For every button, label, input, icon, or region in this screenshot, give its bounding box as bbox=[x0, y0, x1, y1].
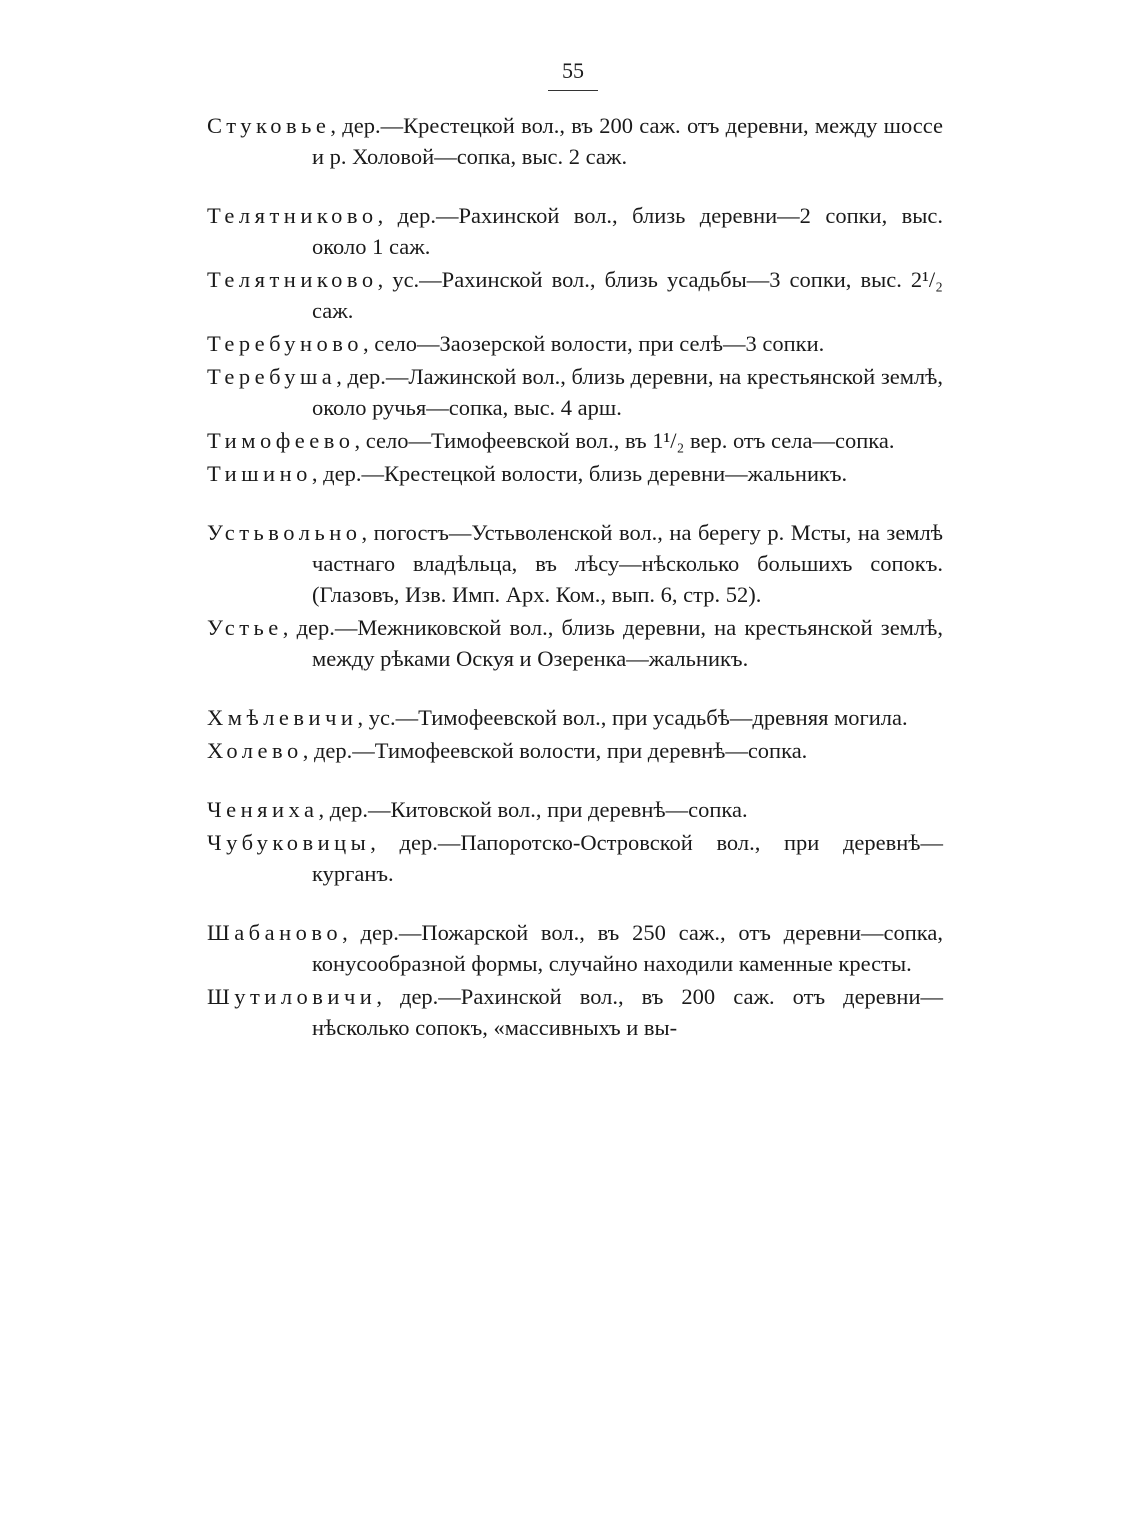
entry-text: , дер.—Межниковской вол., близь деревни, на крестьянской землѣ, между рѣками Оскуя и Озеренка—жальникъ. bbox=[282, 615, 943, 671]
entry-khmelevichi bbox=[207, 702, 943, 733]
entry-timofeevo bbox=[207, 425, 943, 456]
entry-terebusha bbox=[207, 361, 943, 423]
entry-text: , дер.—Крестецкой волости, близь деревни—жальникъ. bbox=[311, 461, 848, 486]
entry-head: Хмѣлевичи bbox=[207, 705, 358, 730]
entry-telyatnikovo-us bbox=[207, 264, 943, 326]
entry-head: Устьвольно bbox=[207, 520, 362, 545]
entry-head: Стуковье bbox=[207, 113, 331, 138]
entry-head: Тимофеево bbox=[207, 428, 355, 453]
entry-ustye bbox=[207, 612, 943, 674]
entry-head: Телятниково bbox=[207, 267, 378, 292]
entry-text: , село—Тимофеевской вол., въ 1¹/₂ вер. отъ села—сопка. bbox=[354, 428, 895, 453]
entry-head: Ченяиха bbox=[207, 797, 319, 822]
entry-text: , дер.—Рахинской вол., близь деревни—2 сопки, выс. около 1 саж. bbox=[312, 203, 943, 259]
entry-head: Теребуново bbox=[207, 331, 363, 356]
entry-text: , ус.—Рахинской вол., близь усадьбы—3 сопки, выс. 2¹/₂ саж. bbox=[312, 267, 943, 323]
entry-text: , дер.—Рахинской вол., въ 200 саж. отъ деревни—нѣсколько сопокъ, «массивныхъ и вы- bbox=[312, 984, 943, 1040]
entry-telyatnikovo-der bbox=[207, 200, 943, 262]
gazetteer-entries bbox=[207, 110, 943, 1043]
entry-text: , село—Заозерской волости, при селѣ—3 сопки. bbox=[362, 331, 825, 356]
entry-head: Устье bbox=[207, 615, 283, 640]
entry-terebunovo bbox=[207, 328, 943, 359]
entry-head: Тишино bbox=[207, 461, 312, 486]
entry-text: , ус.—Тимофеевской вол., при усадьбѣ—древняя могила. bbox=[357, 705, 908, 730]
entry-head: Холево bbox=[207, 738, 303, 763]
entry-text: , дер.—Китовской вол., при деревнѣ—сопка. bbox=[318, 797, 748, 822]
entry-chenyaikha bbox=[207, 794, 943, 825]
entry-text: , погостъ—Устьволенской вол., на берегу р. Мсты, на землѣ частнаго владѣльца, въ лѣсу—нѣсколько большихъ сопокъ. (Глазовъ, Изв. Имп. Арх. Ком., вып. 6, стр. 52). bbox=[312, 520, 943, 607]
entry-stukovye bbox=[207, 110, 943, 172]
entry-chubukovitsy bbox=[207, 827, 943, 889]
entry-head: Шутиловичи bbox=[207, 984, 377, 1009]
entry-ustvolno bbox=[207, 517, 943, 610]
entry-head: Шабаново bbox=[207, 920, 343, 945]
entry-shutilovichi bbox=[207, 981, 943, 1043]
entry-head: Чубуковицы bbox=[207, 830, 371, 855]
entry-text: , дер.—Тимофеевской волости, при деревнѣ—сопка. bbox=[302, 738, 808, 763]
entry-tishino bbox=[207, 458, 943, 489]
entry-text: , дер.—Крестецкой вол., въ 200 саж. отъ деревни, между шоссе и р. Холовой—сопка, выс. 2 саж. bbox=[312, 113, 943, 169]
page-number: 55 bbox=[562, 58, 584, 83]
entry-head: Теребуша bbox=[207, 364, 337, 389]
entry-text: , дер.—Папоротско-Островской вол., при деревнѣ—курганъ. bbox=[312, 830, 943, 886]
entry-text: , дер.—Пожарской вол., въ 250 саж., отъ деревни—сопка, конусообразной формы, случайно находили каменные кресты. bbox=[312, 920, 943, 976]
entry-kholevo bbox=[207, 735, 943, 766]
page-number-rule bbox=[548, 90, 598, 91]
entry-text: , дер.—Лажинской вол., близь деревни, на крестьянской землѣ, около ручья—сопка, выс. 4 арш. bbox=[312, 364, 943, 420]
entry-head: Телятниково bbox=[207, 203, 378, 228]
entry-shabanovo bbox=[207, 917, 943, 979]
